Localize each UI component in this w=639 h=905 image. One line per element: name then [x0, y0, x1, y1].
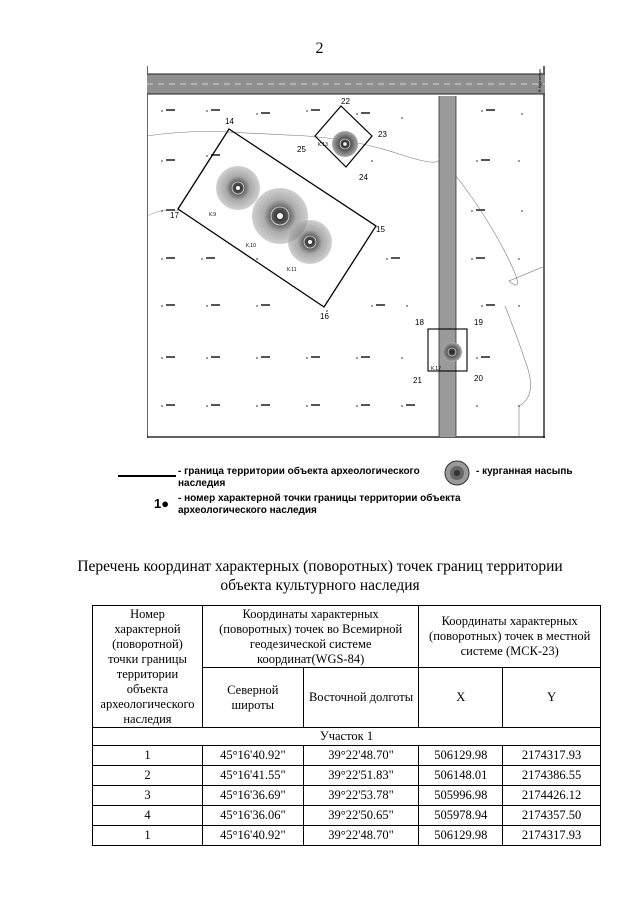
- mound-label: К.12: [431, 366, 441, 372]
- cell-point: 1: [93, 826, 203, 846]
- point-label: 23: [378, 130, 387, 139]
- point-dot-icon: ●: [161, 496, 170, 511]
- header-point-number: Номер характерной (поворотной) точки границы территории объекта археологического наследия: [93, 606, 203, 728]
- cell-lon: 39°22'48.70": [303, 746, 419, 766]
- point-label: 19: [474, 318, 483, 327]
- caption-line-1: Перечень координат характерных (поворотных) точек границ территории: [77, 558, 563, 575]
- point-label: 21: [413, 376, 422, 385]
- cell-y: 2174357.50: [503, 806, 601, 826]
- table-row: [93, 746, 601, 766]
- cell-point: 1: [93, 746, 203, 766]
- legend-point-sample: 1●: [154, 496, 170, 511]
- cell-lat: 45°16'41.55": [202, 766, 303, 786]
- site-map: [147, 66, 545, 438]
- cell-x: 506129.98: [419, 746, 503, 766]
- point-label: 18: [415, 318, 424, 327]
- table-row: [93, 826, 601, 846]
- cell-lon: 39°22'50.65": [303, 806, 419, 826]
- point-label: 20: [474, 374, 483, 383]
- cell-y: 2174317.93: [503, 826, 601, 846]
- cell-lat: 45°16'36.69": [202, 786, 303, 806]
- cell-y: 2174386.55: [503, 766, 601, 786]
- cell-x: 506148.01: [419, 766, 503, 786]
- table-row: [93, 786, 601, 806]
- cell-y: 2174317.93: [503, 746, 601, 766]
- cell-lon: 39°22'53.78": [303, 786, 419, 806]
- cell-point: 2: [93, 766, 203, 786]
- section-label: Участок 1: [93, 728, 601, 746]
- road-vertical: [439, 96, 456, 437]
- mound-label: К.9: [209, 212, 217, 218]
- mound-label: К.10: [246, 243, 256, 249]
- cell-lat: 45°16'36.06": [202, 806, 303, 826]
- point-label: 16: [320, 312, 329, 321]
- mound-k13: [332, 131, 358, 157]
- mound-k9: [216, 166, 260, 210]
- road-label: В Курганную: [537, 68, 542, 92]
- cell-x: 506129.98: [419, 826, 503, 846]
- cell-x: 505978.94: [419, 806, 503, 826]
- header-local: Координаты характерных (поворотных) точек в местной системе (МСК-23): [419, 606, 601, 668]
- point-label: 17: [170, 211, 179, 220]
- subheader-y: Y: [503, 668, 601, 728]
- point-label: 22: [341, 97, 350, 106]
- subheader-lon: Восточной долготы: [303, 668, 419, 728]
- legend-mound-text: - курганная насыпь: [476, 466, 573, 477]
- mound-symbol: [444, 460, 470, 486]
- table-row: [93, 806, 601, 826]
- caption-line-2: объекта культурного наследия: [220, 577, 420, 594]
- cell-y: 2174426.12: [503, 786, 601, 806]
- cell-point: 4: [93, 806, 203, 826]
- page-number: 2: [315, 40, 324, 57]
- mound-k11: [288, 220, 332, 264]
- mound-label: К.11: [287, 267, 297, 273]
- point-label: 25: [297, 145, 306, 154]
- cell-lon: 39°22'51.83": [303, 766, 419, 786]
- header-wgs: Координаты характерных (поворотных) точек во Всемирной геодезической системе координат(WGS-84): [202, 606, 418, 668]
- cell-lat: 45°16'40.92": [202, 826, 303, 846]
- table-row: [93, 766, 601, 786]
- point-label: 14: [225, 117, 234, 126]
- point-label: 24: [359, 173, 368, 182]
- boundary-line-symbol: [118, 474, 178, 478]
- subheader-x: X: [419, 668, 503, 728]
- coordinates-table: [92, 605, 601, 846]
- subheader-lat: Северной широты: [202, 668, 303, 728]
- cell-lat: 45°16'40.92": [202, 746, 303, 766]
- map-legend: [118, 462, 618, 524]
- point-label: 15: [376, 225, 385, 234]
- mound-k12: [442, 342, 462, 362]
- table-caption: [40, 557, 600, 595]
- mound-label: К.13: [318, 142, 328, 148]
- cell-point: 3: [93, 786, 203, 806]
- cell-lon: 39°22'48.70": [303, 826, 419, 846]
- legend-boundary-text: - граница территории объекта археологического наследия: [178, 466, 420, 489]
- legend-point-text: - номер характерной точки границы территории объекта археологического наследия: [178, 493, 461, 516]
- cell-x: 505996.98: [419, 786, 503, 806]
